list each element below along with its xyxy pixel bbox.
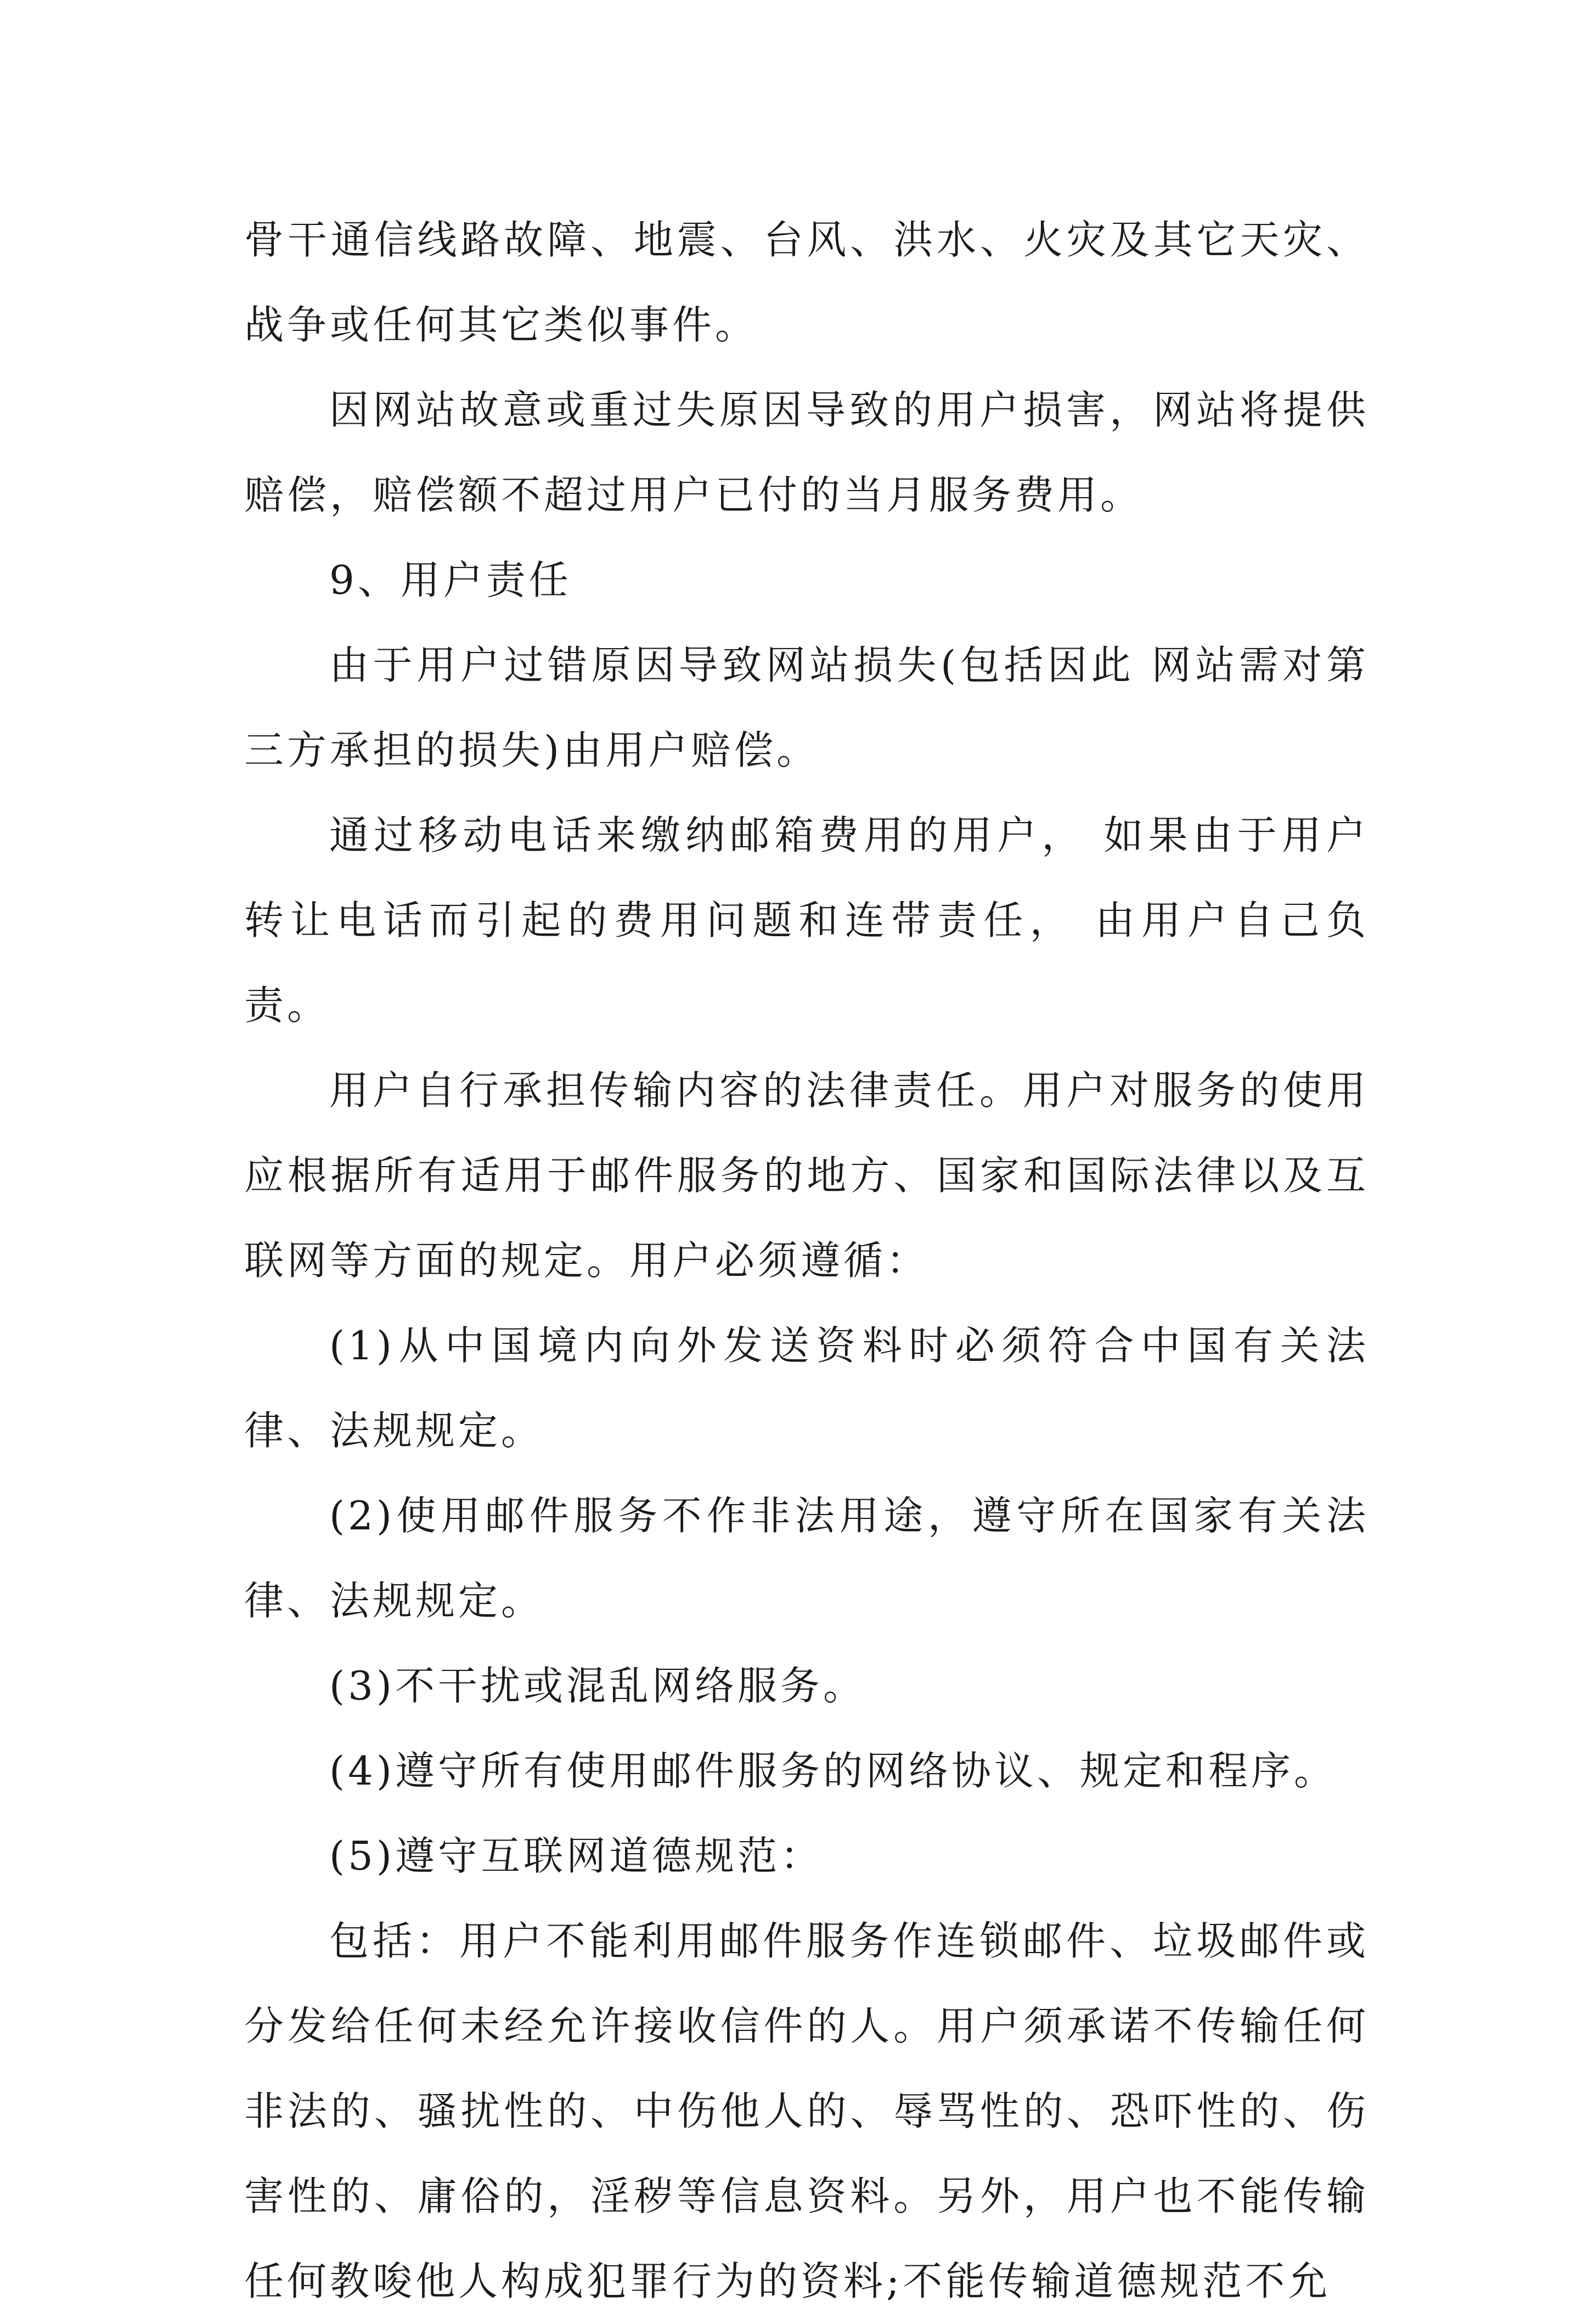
list-item-5: (5)遵守互联网道德规范： — [329, 1833, 823, 1879]
paragraph-1: 骨干通信线路故障、地震、台风、洪水、火灾及其它天灾、战争或任何其它类似事件。 — [244, 217, 1369, 348]
list-item-3: (3)不干扰或混乱网络服务。 — [329, 1663, 866, 1709]
paragraph-6: 用户自行承担传输内容的法律责任。用户对服务的使用应根据所有适用于邮件服务的地方、国家和国际法律以及互联网等方面的规定。用户必须遵循： — [244, 1067, 1369, 1284]
paragraph-5: 通过移动电话来缴纳邮箱费用的用户， 如果由于用户转让电话而引起的费用问题和连带责任， 由用户自己负责。 — [244, 812, 1369, 1028]
paragraph-4: 由于用户过错原因导致网站损失(包括因此 网站需对第三方承担的损失)由用户赔偿。 — [244, 642, 1369, 773]
document-body — [244, 198, 1369, 2324]
section-heading-user-responsibility: 9、用户责任 — [329, 557, 572, 603]
paragraph-2: 因网站故意或重过失原因导致的用户损害，网站将提供赔偿，赔偿额不超过用户已付的当月服务费用。 — [244, 387, 1369, 518]
list-item-2: (2)使用邮件服务不作非法用途，遵守所在国家有关法律、法规规定。 — [244, 1493, 1369, 1624]
list-item-4: (4)遵守所有使用邮件服务的网络协议、规定和程序。 — [329, 1748, 1337, 1794]
list-item-1: (1)从中国境内向外发送资料时必须符合中国有关法律、法规规定。 — [244, 1323, 1369, 1454]
paragraph-12: 包括：用户不能利用邮件服务作连锁邮件、垃圾邮件或分发给任何未经允许接收信件的人。用户须承诺不传输任何非法的、骚扰性的、中伤他人的、辱骂性的、恐吓性的、伤害性的、庸俗的，淫秽等信息资料。另外，用户也不能传输任何教唆他人构成犯罪行为的资料;不能传输道德规范不允 — [244, 1918, 1369, 2304]
